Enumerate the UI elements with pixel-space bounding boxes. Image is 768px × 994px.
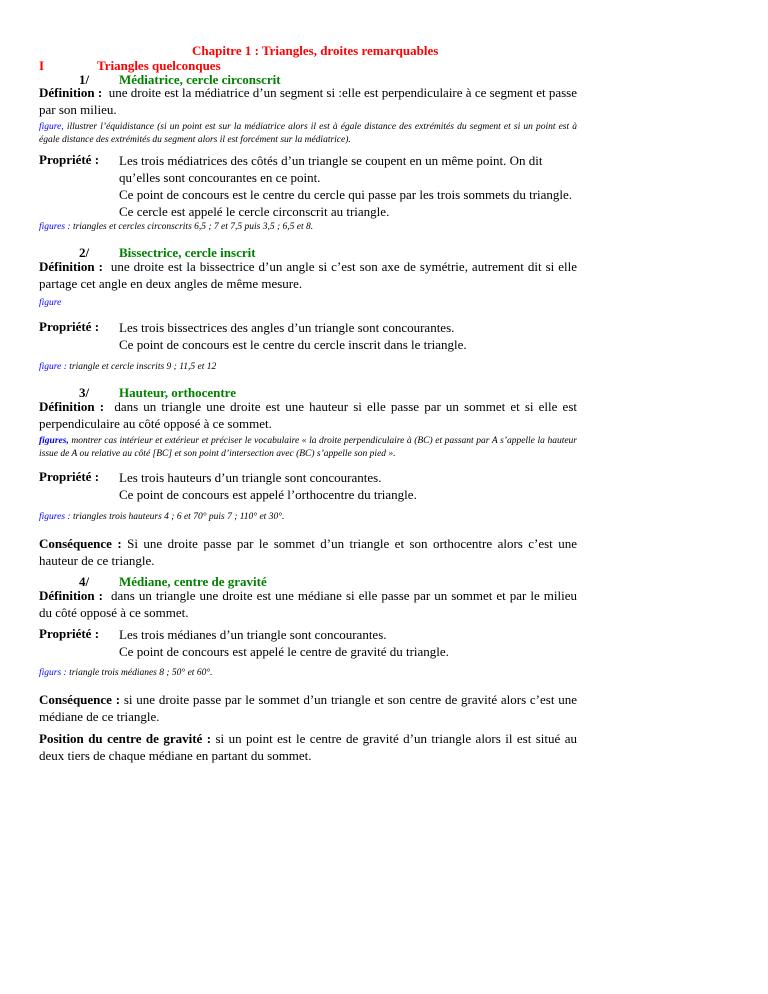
property-line: Ce point de concours est le centre du cercle inscrit dans le triangle. <box>119 337 467 352</box>
figure-link[interactable]: figures : <box>39 222 71 232</box>
consequence-text: Si une droite passe par le sommet d’un triangle et son orthocentre alors c’est une hauteur de ce triangle. <box>39 536 577 568</box>
subsection-heading-1: Médiatrice, cercle circonscrit <box>119 72 281 87</box>
figure-note-1b <box>39 221 577 234</box>
subsection-number-2: 2/ <box>79 245 90 260</box>
figure-link[interactable]: figure, <box>39 122 64 132</box>
figure-link[interactable]: figures, <box>39 436 69 446</box>
property-line: Les trois médiatrices des côtés d’un triangle se coupent en un même point. On dit qu’elles sont concourantes en ce point. <box>119 153 543 185</box>
consequence-label: Conséquence : <box>39 692 121 707</box>
property-body-1 <box>119 152 577 220</box>
figure-link[interactable]: figures : <box>39 512 71 522</box>
centroid-position-label: Position du centre de gravité : <box>39 731 212 746</box>
subsection-number-3: 3/ <box>79 385 90 400</box>
subsection-heading-2: Bissectrice, cercle inscrit <box>119 245 256 260</box>
section-number: I <box>39 58 45 73</box>
figure-note-text: illustrer l’équidistance (si un point est sur la médiatrice alors il est à égale distance des extrémités du segment et si un point est à égale distance des extrémités du segment alors il est forcément sur la médiatrice). <box>39 122 577 145</box>
property-line: Ce point de concours est appelé le centre de gravité du triangle. <box>119 644 449 659</box>
property-line: Ce point de concours est appelé l’orthocentre du triangle. <box>119 487 417 502</box>
definition-4 <box>39 587 577 621</box>
property-label-3: Propriété : <box>39 469 100 484</box>
centroid-position-text: si un point est le centre de gravité d’un triangle alors il est situé au deux tiers de chaque médiane en partant du sommet. <box>39 731 577 763</box>
definition-2 <box>39 258 577 292</box>
subsection-heading-4: Médiane, centre de gravité <box>119 574 267 589</box>
definition-label: Définition : <box>39 259 103 274</box>
property-label-2: Propriété : <box>39 319 100 334</box>
property-body-4 <box>119 626 577 660</box>
definition-3 <box>39 398 577 432</box>
figure-note-text: montrer cas intérieur et extérieur et préciser le vocabulaire « la droite perpendiculaire à (BC) et passant par A s’appelle la hauteur issue de A ou relative au côté [BC] et son point d’intersection avec (BC) s’appelle son pied ». <box>39 436 577 459</box>
figure-link[interactable]: figurs : <box>39 668 67 678</box>
property-line: Les trois hauteurs d’un triangle sont concourantes. <box>119 470 382 485</box>
section-title: Triangles quelconques <box>97 58 221 73</box>
figure-note-3b <box>39 511 577 524</box>
definition-text: une droite est la bissectrice d’un angle si c’est son axe de symétrie, autrement dit si elle partage cet angle en deux angles de même mesure. <box>39 259 577 291</box>
figure-note-2b <box>39 361 577 374</box>
property-body-2 <box>119 319 577 353</box>
page-title: Chapitre 1 : Triangles, droites remarquables <box>192 43 439 58</box>
consequence-label: Conséquence : <box>39 536 122 551</box>
definition-text: une droite est la médiatrice d’un segment si :elle est perpendiculaire à ce segment et passe par son milieu. <box>39 85 577 117</box>
subsection-heading-3: Hauteur, orthocentre <box>119 385 236 400</box>
property-body-3 <box>119 469 577 503</box>
property-line: Les trois bissectrices des angles d’un triangle sont concourantes. <box>119 320 455 335</box>
consequence-text: si une droite passe par le sommet d’un triangle et son centre de gravité alors c’est une médiane de ce triangle. <box>39 692 577 724</box>
consequence-4 <box>39 691 577 725</box>
centroid-position <box>39 730 577 764</box>
figure-note-2a <box>39 297 577 310</box>
subsection-number-1: 1/ <box>79 72 90 87</box>
figure-note-3a <box>39 435 577 461</box>
definition-label: Définition : <box>39 588 103 603</box>
subsection-number-4: 4/ <box>79 574 90 589</box>
figure-note-text: triangle et cercle inscrits 9 ; 11,5 et 12 <box>66 362 217 372</box>
definition-1 <box>39 84 577 118</box>
property-line: Ce point de concours est le centre du cercle qui passe par les trois sommets du triangle. <box>119 187 573 202</box>
figure-link[interactable]: figure <box>39 298 62 308</box>
figure-note-text: triangles trois hauteurs 4 ; 6 et 70° puis 7 ; 110° et 30°. <box>70 512 285 522</box>
property-line: Les trois médianes d’un triangle sont concourantes. <box>119 627 387 642</box>
figure-note-text: triangles et cercles circonscrits 6,5 ; 7 et 7,5 puis 3,5 ; 6,5 et 8. <box>70 222 314 232</box>
property-label-1: Propriété : <box>39 152 100 167</box>
definition-text: dans un triangle une droite est une hauteur si elle passe par un sommet et si elle est perpendiculaire au côté opposé à ce sommet. <box>39 399 577 431</box>
figure-note-text: triangle trois médianes 8 ; 50° et 60°. <box>66 668 213 678</box>
property-label-4: Propriété : <box>39 626 100 641</box>
figure-note-1a <box>39 121 577 147</box>
consequence-3 <box>39 535 577 569</box>
definition-text: dans un triangle une droite est une médiane si elle passe par un sommet et par le milieu du côté opposé à ce sommet. <box>39 588 577 620</box>
figure-note-4 <box>39 667 577 680</box>
figure-link[interactable]: figure : <box>39 362 67 372</box>
definition-label: Définition : <box>39 85 103 100</box>
property-line: Ce cercle est appelé le cercle circonscrit au triangle. <box>119 204 390 219</box>
definition-label: Définition : <box>39 399 105 414</box>
